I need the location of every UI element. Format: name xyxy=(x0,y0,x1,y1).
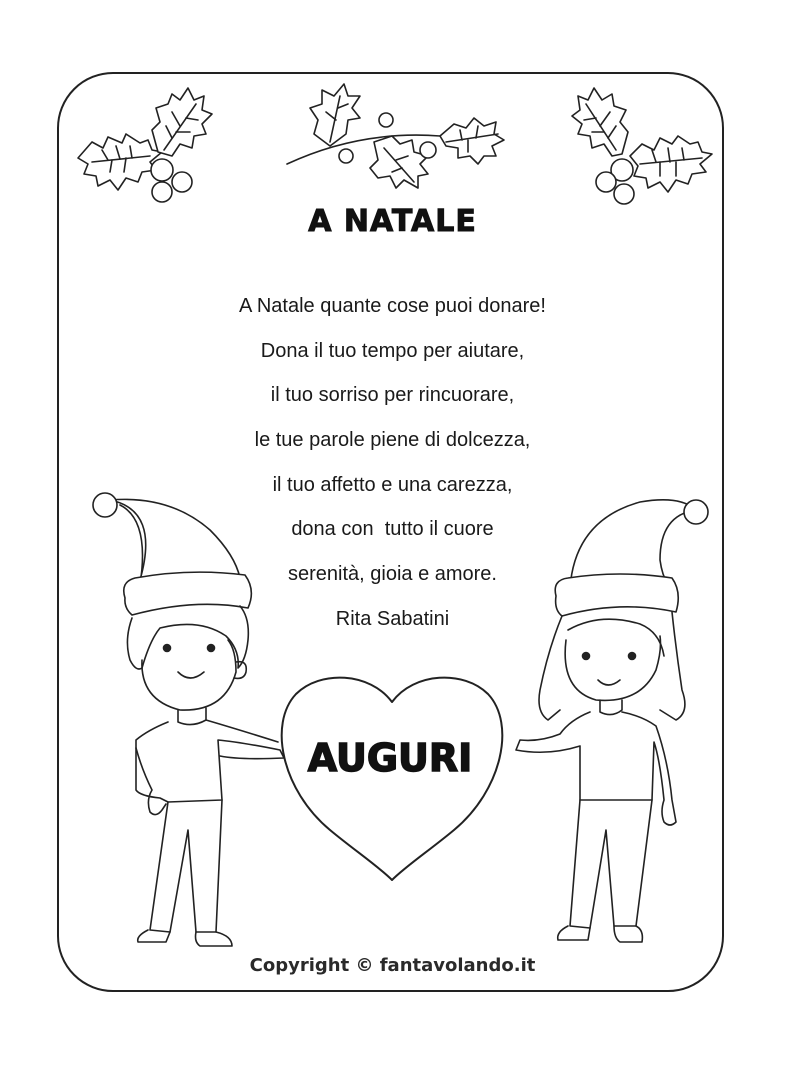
poem-author: Rita Sabatini xyxy=(335,608,450,630)
holly-center-icon xyxy=(287,84,504,188)
poem-line: dona con tutto il cuore xyxy=(291,518,494,541)
poem-line: il tuo sorriso per rincuorare, xyxy=(270,384,515,407)
poem-line: le tue parole piene di dolcezza, xyxy=(254,429,531,452)
poem-line: A Natale quante cose puoi donare! xyxy=(239,295,546,317)
heart-greeting: AUGURI xyxy=(307,736,473,780)
poem xyxy=(0,292,785,605)
page-title: A NATALE xyxy=(308,204,477,239)
holly-left-icon xyxy=(78,88,212,202)
poem-line: Dona il tuo tempo per aiutare, xyxy=(260,339,525,362)
poem-line: il tuo affetto e una carezza, xyxy=(272,473,513,496)
holly-right-icon xyxy=(572,88,712,204)
poem-line: serenità, gioia e amore. xyxy=(287,563,497,586)
copyright-notice: Copyright © fantavolando.it xyxy=(249,955,536,976)
